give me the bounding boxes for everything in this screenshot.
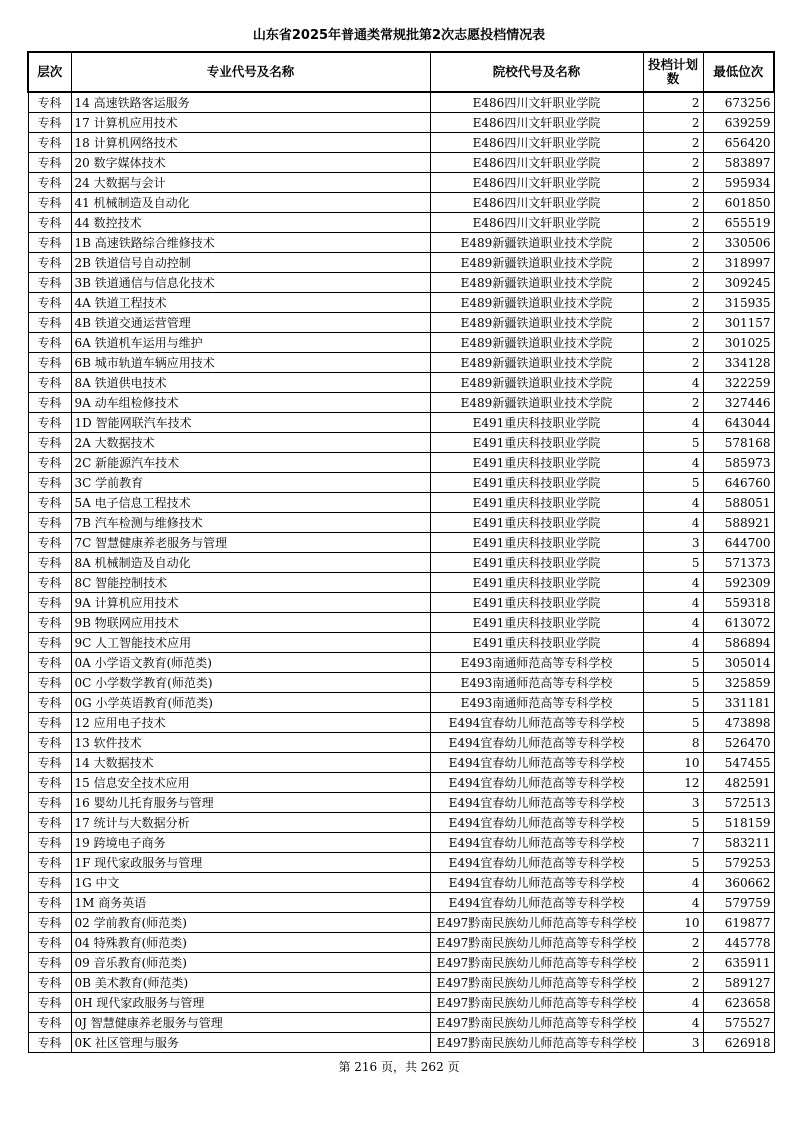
table-row (28, 453, 774, 473)
cell-plan: 2 (643, 253, 703, 273)
table-row (28, 353, 774, 373)
cell-major: 17 计算机应用技术 (71, 113, 430, 133)
cell-plan: 4 (643, 613, 703, 633)
cell-school: E486四川文轩职业学院 (430, 153, 643, 173)
cell-school: E494宜春幼儿师范高等专科学校 (430, 893, 643, 913)
cell-major: 17 统计与大数据分析 (71, 813, 430, 833)
cell-plan: 4 (643, 413, 703, 433)
cell-plan: 2 (643, 333, 703, 353)
cell-major: 9A 动车组检修技术 (71, 393, 430, 413)
cell-plan: 10 (643, 753, 703, 773)
cell-rank: 583211 (703, 833, 774, 853)
cell-school: E486四川文轩职业学院 (430, 213, 643, 233)
table-row (28, 293, 774, 313)
cell-rank: 635911 (703, 953, 774, 973)
cell-level: 专科 (28, 1013, 71, 1033)
cell-school: E497黔南民族幼儿师范高等专科学校 (430, 1033, 643, 1053)
cell-level: 专科 (28, 813, 71, 833)
cell-level: 专科 (28, 113, 71, 133)
cell-level: 专科 (28, 833, 71, 853)
cell-major: 3C 学前教育 (71, 473, 430, 493)
cell-level: 专科 (28, 213, 71, 233)
cell-rank: 579253 (703, 853, 774, 873)
cell-rank: 309245 (703, 273, 774, 293)
header-row (28, 52, 774, 92)
cell-plan: 2 (643, 92, 703, 113)
table-row (28, 513, 774, 533)
cell-school: E486四川文轩职业学院 (430, 173, 643, 193)
table-row (28, 193, 774, 213)
cell-plan: 2 (643, 953, 703, 973)
table-row (28, 92, 774, 113)
cell-major: 2C 新能源汽车技术 (71, 453, 430, 473)
cell-major: 2A 大数据技术 (71, 433, 430, 453)
cell-plan: 4 (643, 373, 703, 393)
cell-rank: 595934 (703, 173, 774, 193)
cell-major: 6A 铁道机车运用与维护 (71, 333, 430, 353)
cell-plan: 2 (643, 153, 703, 173)
cell-rank: 639259 (703, 113, 774, 133)
cell-major: 0C 小学数学教育(师范类) (71, 673, 430, 693)
cell-plan: 5 (643, 673, 703, 693)
header-school: 院校代号及名称 (430, 52, 643, 92)
cell-rank: 673256 (703, 92, 774, 113)
cell-school: E491重庆科技职业学院 (430, 553, 643, 573)
cell-major: 12 应用电子技术 (71, 713, 430, 733)
cell-school: E494宜春幼儿师范高等专科学校 (430, 753, 643, 773)
cell-level: 专科 (28, 673, 71, 693)
cell-plan: 5 (643, 553, 703, 573)
table-row (28, 953, 774, 973)
cell-plan: 4 (643, 893, 703, 913)
cell-rank: 330506 (703, 233, 774, 253)
cell-school: E494宜春幼儿师范高等专科学校 (430, 733, 643, 753)
cell-plan: 8 (643, 733, 703, 753)
cell-level: 专科 (28, 733, 71, 753)
cell-school: E486四川文轩职业学院 (430, 133, 643, 153)
cell-rank: 559318 (703, 593, 774, 613)
cell-rank: 646760 (703, 473, 774, 493)
table-row (28, 133, 774, 153)
table-row (28, 753, 774, 773)
cell-school: E489新疆铁道职业技术学院 (430, 233, 643, 253)
cell-school: E491重庆科技职业学院 (430, 473, 643, 493)
cell-plan: 7 (643, 833, 703, 853)
table-row (28, 853, 774, 873)
cell-rank: 656420 (703, 133, 774, 153)
cell-level: 专科 (28, 133, 71, 153)
cell-school: E491重庆科技职业学院 (430, 613, 643, 633)
cell-plan: 2 (643, 353, 703, 373)
cell-school: E491重庆科技职业学院 (430, 633, 643, 653)
cell-level: 专科 (28, 953, 71, 973)
cell-major: 9C 人工智能技术应用 (71, 633, 430, 653)
cell-level: 专科 (28, 1033, 71, 1053)
cell-level: 专科 (28, 313, 71, 333)
table-row (28, 673, 774, 693)
cell-major: 15 信息安全技术应用 (71, 773, 430, 793)
cell-major: 14 大数据技术 (71, 753, 430, 773)
cell-rank: 586894 (703, 633, 774, 653)
cell-plan: 3 (643, 533, 703, 553)
cell-rank: 592309 (703, 573, 774, 593)
cell-level: 专科 (28, 773, 71, 793)
table-row (28, 573, 774, 593)
cell-plan: 5 (643, 473, 703, 493)
cell-rank: 588921 (703, 513, 774, 533)
cell-level: 专科 (28, 393, 71, 413)
cell-plan: 4 (643, 573, 703, 593)
cell-school: E491重庆科技职业学院 (430, 533, 643, 553)
cell-major: 0B 美术教育(师范类) (71, 973, 430, 993)
cell-plan: 4 (643, 873, 703, 893)
cell-school: E493南通师范高等专科学校 (430, 673, 643, 693)
cell-plan: 4 (643, 513, 703, 533)
cell-plan: 5 (643, 433, 703, 453)
cell-major: 0A 小学语文教育(师范类) (71, 653, 430, 673)
table-header (28, 52, 774, 92)
cell-level: 专科 (28, 333, 71, 353)
cell-level: 专科 (28, 633, 71, 653)
cell-school: E489新疆铁道职业技术学院 (430, 293, 643, 313)
cell-rank: 331181 (703, 693, 774, 713)
cell-major: 7B 汽车检测与维修技术 (71, 513, 430, 533)
cell-level: 专科 (28, 173, 71, 193)
cell-major: 1D 智能网联汽车技术 (71, 413, 430, 433)
cell-rank: 619877 (703, 913, 774, 933)
cell-major: 9A 计算机应用技术 (71, 593, 430, 613)
cell-school: E493南通师范高等专科学校 (430, 693, 643, 713)
cell-plan: 12 (643, 773, 703, 793)
table-row (28, 533, 774, 553)
cell-level: 专科 (28, 913, 71, 933)
cell-plan: 2 (643, 313, 703, 333)
cell-level: 专科 (28, 153, 71, 173)
cell-school: E491重庆科技职业学院 (430, 433, 643, 453)
cell-level: 专科 (28, 373, 71, 393)
table-row (28, 833, 774, 853)
cell-major: 0G 小学英语教育(师范类) (71, 693, 430, 713)
table-row (28, 653, 774, 673)
cell-level: 专科 (28, 693, 71, 713)
cell-major: 13 软件技术 (71, 733, 430, 753)
cell-level: 专科 (28, 293, 71, 313)
cell-major: 0H 现代家政服务与管理 (71, 993, 430, 1013)
cell-school: E497黔南民族幼儿师范高等专科学校 (430, 913, 643, 933)
cell-rank: 572513 (703, 793, 774, 813)
page-footer: 第 216 页，共 262 页 (338, 1060, 460, 1074)
cell-level: 专科 (28, 573, 71, 593)
cell-rank: 613072 (703, 613, 774, 633)
cell-rank: 626918 (703, 1033, 774, 1053)
cell-rank: 325859 (703, 673, 774, 693)
cell-rank: 318997 (703, 253, 774, 273)
cell-level: 专科 (28, 193, 71, 213)
table-row (28, 473, 774, 493)
cell-major: 20 数字媒体技术 (71, 153, 430, 173)
table-row (28, 613, 774, 633)
cell-rank: 301157 (703, 313, 774, 333)
cell-school: E494宜春幼儿师范高等专科学校 (430, 713, 643, 733)
table-row (28, 413, 774, 433)
cell-major: 8A 铁道供电技术 (71, 373, 430, 393)
cell-plan: 3 (643, 1033, 703, 1053)
cell-level: 专科 (28, 233, 71, 253)
cell-rank: 526470 (703, 733, 774, 753)
table-row (28, 493, 774, 513)
table-row (28, 333, 774, 353)
cell-level: 专科 (28, 973, 71, 993)
table-row (28, 113, 774, 133)
cell-major: 04 特殊教育(师范类) (71, 933, 430, 953)
cell-school: E491重庆科技职业学院 (430, 413, 643, 433)
cell-school: E489新疆铁道职业技术学院 (430, 273, 643, 293)
cell-major: 1M 商务英语 (71, 893, 430, 913)
cell-rank: 644700 (703, 533, 774, 553)
cell-school: E486四川文轩职业学院 (430, 92, 643, 113)
header-plan: 投档计划数 (643, 52, 703, 92)
cell-major: 41 机械制造及自动化 (71, 193, 430, 213)
cell-major: 1B 高速铁路综合维修技术 (71, 233, 430, 253)
cell-plan: 5 (643, 713, 703, 733)
cell-rank: 445778 (703, 933, 774, 953)
cell-school: E494宜春幼儿师范高等专科学校 (430, 793, 643, 813)
cell-plan: 4 (643, 593, 703, 613)
table-row (28, 913, 774, 933)
cell-major: 1G 中文 (71, 873, 430, 893)
cell-major: 16 婴幼儿托育服务与管理 (71, 793, 430, 813)
cell-school: E493南通师范高等专科学校 (430, 653, 643, 673)
cell-level: 专科 (28, 433, 71, 453)
cell-school: E494宜春幼儿师范高等专科学校 (430, 873, 643, 893)
cell-plan: 5 (643, 813, 703, 833)
cell-school: E489新疆铁道职业技术学院 (430, 353, 643, 373)
table-row (28, 213, 774, 233)
cell-school: E494宜春幼儿师范高等专科学校 (430, 813, 643, 833)
table-row (28, 973, 774, 993)
cell-level: 专科 (28, 793, 71, 813)
cell-major: 18 计算机网络技术 (71, 133, 430, 153)
cell-school: E489新疆铁道职业技术学院 (430, 333, 643, 353)
cell-school: E497黔南民族幼儿师范高等专科学校 (430, 1013, 643, 1033)
cell-rank: 315935 (703, 293, 774, 313)
cell-level: 专科 (28, 493, 71, 513)
cell-school: E489新疆铁道职业技术学院 (430, 373, 643, 393)
cell-plan: 4 (643, 633, 703, 653)
cell-rank: 643044 (703, 413, 774, 433)
cell-rank: 301025 (703, 333, 774, 353)
cell-rank: 623658 (703, 993, 774, 1013)
cell-plan: 2 (643, 213, 703, 233)
cell-level: 专科 (28, 713, 71, 733)
cell-school: E486四川文轩职业学院 (430, 193, 643, 213)
cell-school: E489新疆铁道职业技术学院 (430, 313, 643, 333)
cell-rank: 327446 (703, 393, 774, 413)
cell-school: E489新疆铁道职业技术学院 (430, 393, 643, 413)
cell-major: 8A 机械制造及自动化 (71, 553, 430, 573)
cell-major: 24 大数据与会计 (71, 173, 430, 193)
cell-level: 专科 (28, 473, 71, 493)
cell-rank: 601850 (703, 193, 774, 213)
table-row (28, 933, 774, 953)
cell-rank: 583897 (703, 153, 774, 173)
cell-level: 专科 (28, 273, 71, 293)
cell-major: 2B 铁道信号自动控制 (71, 253, 430, 273)
cell-level: 专科 (28, 893, 71, 913)
cell-major: 02 学前教育(师范类) (71, 913, 430, 933)
table-row (28, 733, 774, 753)
cell-plan: 2 (643, 393, 703, 413)
cell-rank: 547455 (703, 753, 774, 773)
cell-level: 专科 (28, 92, 71, 113)
cell-level: 专科 (28, 253, 71, 273)
table-body (28, 92, 774, 1053)
document-title: 山东省2025年普通类常规批第2次志愿投档情况表 (252, 28, 546, 43)
cell-level: 专科 (28, 553, 71, 573)
table-row (28, 373, 774, 393)
table-row (28, 693, 774, 713)
cell-major: 4B 铁道交通运营管理 (71, 313, 430, 333)
cell-school: E491重庆科技职业学院 (430, 453, 643, 473)
cell-major: 19 跨境电子商务 (71, 833, 430, 853)
table-row (28, 153, 774, 173)
cell-rank: 305014 (703, 653, 774, 673)
cell-level: 专科 (28, 853, 71, 873)
cell-level: 专科 (28, 513, 71, 533)
table-row (28, 873, 774, 893)
cell-rank: 589127 (703, 973, 774, 993)
cell-plan: 2 (643, 273, 703, 293)
table-row (28, 1013, 774, 1033)
cell-plan: 4 (643, 453, 703, 473)
cell-major: 09 音乐教育(师范类) (71, 953, 430, 973)
cell-major: 0J 智慧健康养老服务与管理 (71, 1013, 430, 1033)
cell-level: 专科 (28, 593, 71, 613)
cell-plan: 5 (643, 853, 703, 873)
cell-plan: 2 (643, 933, 703, 953)
cell-rank: 482591 (703, 773, 774, 793)
table-row (28, 173, 774, 193)
table-row (28, 253, 774, 273)
cell-rank: 588051 (703, 493, 774, 513)
cell-rank: 579759 (703, 893, 774, 913)
cell-plan: 5 (643, 693, 703, 713)
cell-major: 5A 电子信息工程技术 (71, 493, 430, 513)
cell-level: 专科 (28, 933, 71, 953)
table-row (28, 793, 774, 813)
cell-plan: 2 (643, 193, 703, 213)
table-row (28, 773, 774, 793)
cell-plan: 2 (643, 973, 703, 993)
cell-level: 专科 (28, 653, 71, 673)
cell-rank: 575527 (703, 1013, 774, 1033)
table-row (28, 553, 774, 573)
cell-school: E497黔南民族幼儿师范高等专科学校 (430, 973, 643, 993)
cell-school: E486四川文轩职业学院 (430, 113, 643, 133)
cell-rank: 571373 (703, 553, 774, 573)
table-row (28, 233, 774, 253)
cell-rank: 518159 (703, 813, 774, 833)
cell-level: 专科 (28, 993, 71, 1013)
table-row (28, 1033, 774, 1053)
cell-rank: 334128 (703, 353, 774, 373)
cell-level: 专科 (28, 353, 71, 373)
cell-rank: 473898 (703, 713, 774, 733)
cell-rank: 578168 (703, 433, 774, 453)
header-major: 专业代号及名称 (71, 52, 430, 92)
cell-major: 14 高速铁路客运服务 (71, 92, 430, 113)
table-row (28, 813, 774, 833)
cell-school: E497黔南民族幼儿师范高等专科学校 (430, 953, 643, 973)
cell-plan: 2 (643, 293, 703, 313)
cell-level: 专科 (28, 453, 71, 473)
cell-school: E497黔南民族幼儿师范高等专科学校 (430, 993, 643, 1013)
cell-plan: 2 (643, 173, 703, 193)
cell-major: 0K 社区管理与服务 (71, 1033, 430, 1053)
cell-rank: 585973 (703, 453, 774, 473)
cell-school: E491重庆科技职业学院 (430, 573, 643, 593)
cell-major: 44 数控技术 (71, 213, 430, 233)
cell-level: 专科 (28, 873, 71, 893)
header-rank: 最低位次 (703, 52, 774, 92)
table-row (28, 993, 774, 1013)
table-row (28, 393, 774, 413)
cell-major: 6B 城市轨道车辆应用技术 (71, 353, 430, 373)
cell-plan: 2 (643, 113, 703, 133)
cell-plan: 4 (643, 1013, 703, 1033)
cell-rank: 322259 (703, 373, 774, 393)
cell-plan: 4 (643, 493, 703, 513)
cell-major: 7C 智慧健康养老服务与管理 (71, 533, 430, 553)
cell-school: E491重庆科技职业学院 (430, 513, 643, 533)
cell-school: E491重庆科技职业学院 (430, 593, 643, 613)
table-row (28, 713, 774, 733)
cell-school: E497黔南民族幼儿师范高等专科学校 (430, 933, 643, 953)
cell-plan: 2 (643, 133, 703, 153)
cell-level: 专科 (28, 533, 71, 553)
cell-plan: 2 (643, 233, 703, 253)
cell-rank: 360662 (703, 873, 774, 893)
cell-level: 专科 (28, 613, 71, 633)
cell-major: 9B 物联网应用技术 (71, 613, 430, 633)
cell-school: E491重庆科技职业学院 (430, 493, 643, 513)
cell-plan: 10 (643, 913, 703, 933)
cell-major: 1F 现代家政服务与管理 (71, 853, 430, 873)
admission-table (27, 51, 775, 1053)
table-row (28, 633, 774, 653)
table-row (28, 893, 774, 913)
cell-plan: 5 (643, 653, 703, 673)
table-row (28, 433, 774, 453)
cell-school: E494宜春幼儿师范高等专科学校 (430, 833, 643, 853)
cell-level: 专科 (28, 413, 71, 433)
cell-plan: 3 (643, 793, 703, 813)
cell-major: 8C 智能控制技术 (71, 573, 430, 593)
cell-major: 4A 铁道工程技术 (71, 293, 430, 313)
table-row (28, 273, 774, 293)
cell-school: E494宜春幼儿师范高等专科学校 (430, 853, 643, 873)
cell-school: E494宜春幼儿师范高等专科学校 (430, 773, 643, 793)
table-row (28, 313, 774, 333)
cell-plan: 4 (643, 993, 703, 1013)
cell-school: E489新疆铁道职业技术学院 (430, 253, 643, 273)
table-row (28, 593, 774, 613)
cell-rank: 655519 (703, 213, 774, 233)
cell-level: 专科 (28, 753, 71, 773)
header-level: 层次 (28, 52, 71, 92)
cell-major: 3B 铁道通信与信息化技术 (71, 273, 430, 293)
